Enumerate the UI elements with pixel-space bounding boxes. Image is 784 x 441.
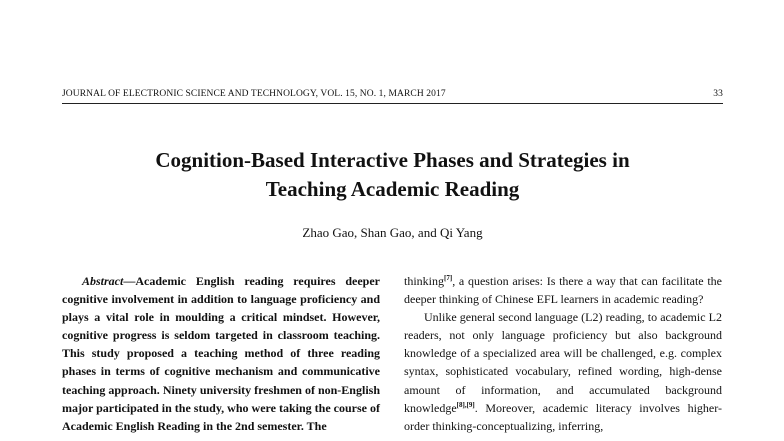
running-header bbox=[62, 89, 723, 99]
title-line-2: Teaching Academic Reading bbox=[265, 177, 520, 201]
header-rule bbox=[62, 103, 723, 104]
citation-7[interactable]: [7] bbox=[444, 274, 453, 282]
p1-rest: , a question arises: Is there a way that can facilitate the deeper thinking of Chinese EFL learners in academic reading? bbox=[404, 274, 722, 307]
abstract-text: —Academic English reading requires deeper cognitive involvement in addition to language proficiency and plays a vital role in moulding a critical mindset. However, cognitive progress is seldom targeted in classroom teaching. This study proposed a teaching method of three reading phases in terms of cognitive mechanism and communicative teaching approach. Ninety university freshmen of non-English major participated in the study, who were taking the course of Academic English Reading in the 2nd semester. The bbox=[62, 274, 380, 433]
paper-title bbox=[62, 146, 723, 204]
abstract-label: Abstract bbox=[82, 274, 124, 288]
body-paragraph-2 bbox=[404, 308, 722, 435]
p1-start: thinking bbox=[404, 274, 445, 288]
citation-8-9[interactable]: [8],[9] bbox=[456, 400, 475, 409]
abstract-column bbox=[62, 272, 380, 435]
p2-start: Unlike general second language (L2) reading, to academic L2 readers, not only language proficiency but also background knowledge of a specialized area will be challenged, e.g. complex syntax, sophisticated vocabulary, refined wording, high-dense amount of information, and accumulated background knowledge bbox=[404, 310, 722, 415]
journal-name: JOURNAL OF ELECTRONIC SCIENCE AND TECHNOLOGY, VOL. 15, NO. 1, MARCH 2017 bbox=[62, 89, 446, 99]
body-column bbox=[404, 272, 722, 435]
body-paragraph-1 bbox=[404, 272, 722, 308]
abstract-paragraph bbox=[62, 272, 380, 435]
page-number: 33 bbox=[713, 89, 723, 99]
title-line-1: Cognition-Based Interactive Phases and Strategies in bbox=[155, 148, 630, 172]
p2-rest: . Moreover, academic literacy involves higher-order thinking-conceptualizing, inferring, bbox=[404, 400, 722, 433]
author-list: Zhao Gao, Shan Gao, and Qi Yang bbox=[302, 225, 483, 240]
